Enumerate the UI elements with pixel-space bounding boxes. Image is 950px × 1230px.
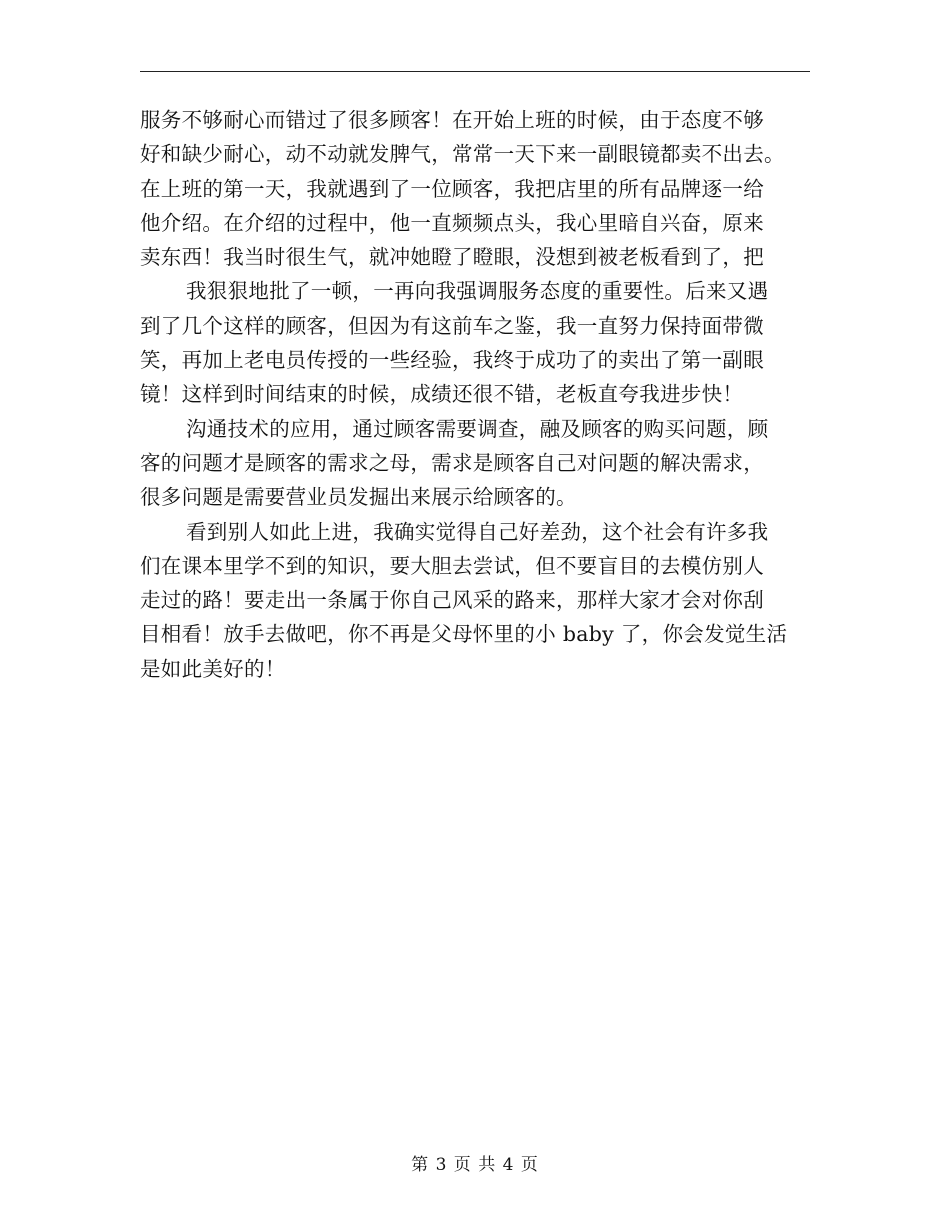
text-line: 服务不够耐心而错过了很多顾客！在开始上班的时候，由于态度不够 (140, 108, 764, 132)
text-line: 走过的路！要走出一条属于你自己风采的路来，那样大家才会对你刮 (140, 588, 764, 613)
body-text (140, 103, 820, 686)
text-line: 他介绍。在介绍的过程中，他一直频频点头，我心里暗自兴奋，原来 (140, 210, 764, 235)
text-line: 到了几个这样的顾客，但因为有这前车之鉴，我一直努力保持面带微 (140, 313, 764, 338)
text-line: 很多问题是需要营业员发掘出来展示给顾客的。 (140, 485, 577, 510)
text-line: 好和缺少耐心，动不动就发脾气，常常一天下来一副眼镜都卖不出去。 (140, 142, 785, 167)
text-line: 镜！这样到时间结束的时候，成绩还很不错，老板直夸我进步快！ (140, 382, 744, 407)
text-line: 沟通技术的应用，通过顾客需要调查，融及顾客的购买问题，顾 (186, 416, 769, 441)
text-line: 看到别人如此上进，我确实觉得自己好差劲，这个社会有许多我 (186, 519, 769, 544)
text-line: 目相看！放手去做吧，你不再是父母怀里的小 baby 了，你会发觉生活 (140, 622, 788, 647)
text-line: 在上班的第一天，我就遇到了一位顾客，我把店里的所有品牌逐一给 (140, 176, 764, 201)
text-line: 我狠狠地批了一顿，一再向我强调服务态度的重要性。后来又遇 (186, 279, 769, 304)
header-rule (140, 71, 810, 72)
text-line: 是如此美好的！ (140, 656, 286, 681)
page-number-footer: 第 3 页 共 4 页 (411, 1155, 539, 1175)
text-line: 客的问题才是顾客的需求之母，需求是顾客自己对问题的解决需求， (140, 450, 764, 475)
text-line: 笑，再加上老电员传授的一些经验，我终于成功了的卖出了第一副眼 (140, 348, 764, 373)
text-line: 们在课本里学不到的知识，要大胆去尝试，但不要盲目的去模仿别人 (140, 553, 764, 578)
text-line: 卖东西！我当时很生气，就冲她瞪了瞪眼，没想到被老板看到了，把 (140, 245, 764, 270)
